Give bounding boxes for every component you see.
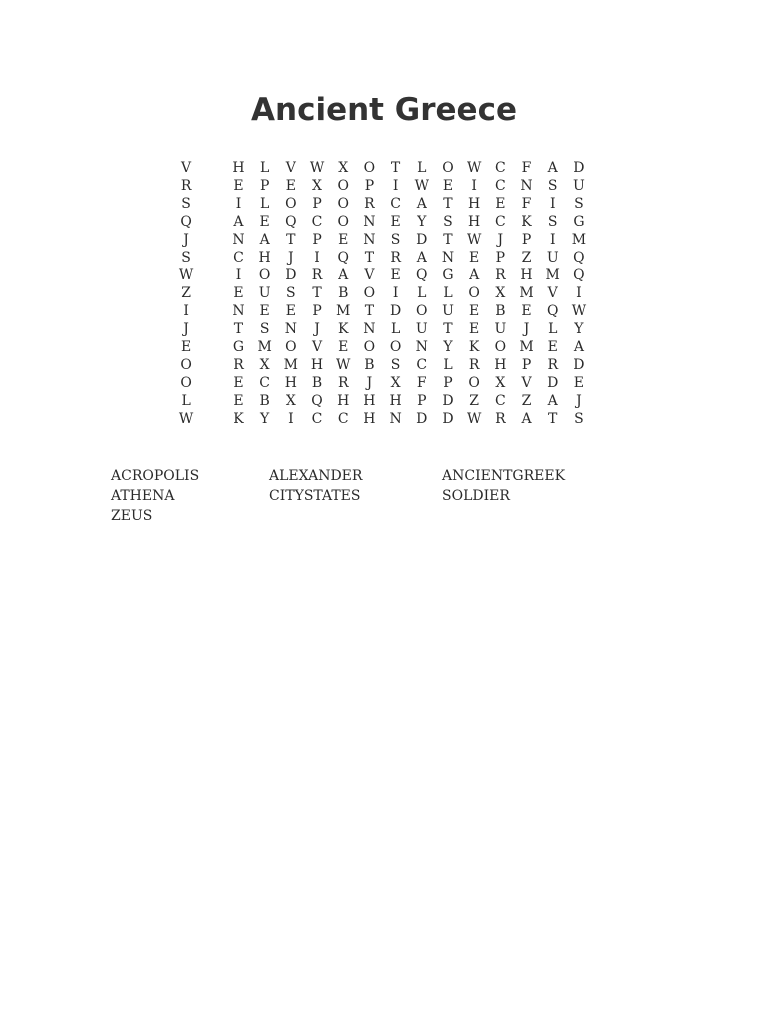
grid-cell: E xyxy=(180,339,192,356)
grid-cell: Z xyxy=(521,249,532,266)
grid-cell: O xyxy=(337,213,349,230)
grid-cell: C xyxy=(494,392,506,409)
grid-cell: W xyxy=(336,356,351,373)
grid-cell: K xyxy=(337,321,349,338)
grid-cell: E xyxy=(547,339,558,356)
grid-cell: Y xyxy=(260,410,270,427)
grid-cell: D xyxy=(573,356,585,373)
grid-cell: Q xyxy=(546,303,559,320)
grid-cell: C xyxy=(311,213,323,230)
grid-cell: H xyxy=(363,392,376,409)
grid-row xyxy=(173,250,592,268)
grid-cell: X xyxy=(495,285,506,302)
grid-row xyxy=(173,160,592,178)
grid-cell xyxy=(199,250,225,268)
grid-cell: S xyxy=(259,321,270,338)
grid-cell: V xyxy=(285,160,296,176)
grid-cell: S xyxy=(574,195,584,212)
grid-cell: H xyxy=(363,410,376,427)
grid-cell: C xyxy=(233,249,244,266)
grid-cell: S xyxy=(547,213,558,230)
grid-cell: A xyxy=(416,195,427,212)
grid-cell: J xyxy=(497,231,504,248)
grid-cell: W xyxy=(466,410,482,427)
grid-cell: K xyxy=(233,410,244,427)
grid-cell: W xyxy=(309,160,325,176)
grid-cell: D xyxy=(442,410,454,427)
grid-cell xyxy=(199,375,225,393)
grid-row xyxy=(173,267,592,285)
grid-cell: R xyxy=(337,374,349,391)
grid-cell: Q xyxy=(180,213,192,230)
grid-cell: Q xyxy=(337,249,349,266)
grid-cell: F xyxy=(521,160,532,176)
grid-cell: P xyxy=(521,231,532,248)
grid-cell: C xyxy=(494,160,506,176)
grid-cell: W xyxy=(178,267,194,284)
grid-cell: Y xyxy=(443,339,453,356)
grid-cell: A xyxy=(416,249,427,266)
grid-cell: S xyxy=(181,195,191,212)
grid-cell xyxy=(199,214,225,232)
grid-cell: M xyxy=(519,339,534,356)
word-list-item: CITYSTATES xyxy=(269,488,361,504)
grid-cell: D xyxy=(416,410,428,427)
grid-cell: Z xyxy=(181,285,191,302)
grid-cell: Y xyxy=(417,213,427,230)
grid-cell: U xyxy=(494,321,507,338)
grid-cell: S xyxy=(286,285,296,302)
grid-cell: M xyxy=(283,356,299,373)
grid-cell: A xyxy=(573,339,584,356)
grid-cell: C xyxy=(259,374,271,391)
grid-row xyxy=(173,321,592,339)
grid-cell: M xyxy=(519,285,534,302)
grid-cell: T xyxy=(286,231,296,248)
grid-cell: W xyxy=(466,231,482,248)
grid-cell: O xyxy=(258,267,271,284)
grid-row xyxy=(173,375,592,393)
grid-cell: W xyxy=(414,177,429,194)
grid-cell: H xyxy=(468,213,481,230)
grid-cell: H xyxy=(389,392,402,409)
grid-cell xyxy=(199,178,225,196)
grid-cell: U xyxy=(415,321,428,338)
grid-cell: W xyxy=(178,410,194,427)
grid-cell: G xyxy=(573,213,585,230)
grid-cell: Q xyxy=(311,392,323,409)
grid-row xyxy=(173,303,592,321)
grid-cell: E xyxy=(442,177,454,194)
grid-cell: O xyxy=(442,160,454,176)
grid-cell: E xyxy=(285,177,296,194)
grid-cell: H xyxy=(284,374,297,391)
grid-cell: E xyxy=(233,374,244,391)
grid-cell: N xyxy=(520,177,533,194)
grid-cell: S xyxy=(547,177,558,194)
grid-cell: X xyxy=(285,392,296,409)
grid-cell: D xyxy=(389,303,402,320)
grid-cell: E xyxy=(521,303,532,320)
grid-cell xyxy=(199,232,225,250)
grid-cell: E xyxy=(259,303,270,320)
grid-cell: R xyxy=(495,267,506,284)
grid-cell: T xyxy=(364,249,375,266)
grid-cell: O xyxy=(468,374,480,391)
word-list-item: SOLDIER xyxy=(442,488,510,504)
grid-cell: O xyxy=(285,195,297,212)
grid-cell: E xyxy=(338,231,349,248)
grid-cell: Q xyxy=(573,249,585,266)
grid-cell: J xyxy=(366,374,373,391)
grid-cell: O xyxy=(494,339,507,356)
grid-cell: O xyxy=(337,177,349,194)
grid-cell xyxy=(199,339,225,357)
grid-cell: O xyxy=(468,285,480,302)
word-list-item: ATHENA xyxy=(111,488,175,504)
grid-cell: R xyxy=(364,195,375,212)
grid-cell xyxy=(199,411,225,429)
grid-cell: U xyxy=(573,177,585,194)
grid-cell: R xyxy=(495,410,506,427)
grid-cell: F xyxy=(521,195,532,212)
grid-cell: P xyxy=(312,303,322,320)
grid-row xyxy=(173,196,592,214)
grid-cell: E xyxy=(233,177,244,194)
grid-cell: I xyxy=(549,231,556,248)
grid-cell: Z xyxy=(521,392,532,409)
grid-cell: E xyxy=(573,374,585,391)
grid-cell: L xyxy=(181,392,191,409)
grid-cell: O xyxy=(180,374,192,391)
grid-cell: M xyxy=(571,231,587,248)
grid-cell: J xyxy=(576,392,582,409)
grid-cell: L xyxy=(390,321,401,338)
grid-cell: M xyxy=(257,339,272,356)
grid-cell: R xyxy=(180,177,192,194)
grid-cell: C xyxy=(311,410,323,427)
grid-cell: H xyxy=(468,195,481,212)
grid-cell: T xyxy=(443,321,453,338)
grid-cell xyxy=(199,285,225,303)
word-list-item: ACROPOLIS xyxy=(111,468,200,484)
grid-cell: X xyxy=(259,356,270,373)
grid-cell: E xyxy=(495,195,506,212)
grid-cell: L xyxy=(548,321,558,338)
grid-cell: H xyxy=(494,356,507,373)
grid-cell: Z xyxy=(469,392,480,409)
grid-cell: O xyxy=(337,195,349,212)
grid-cell: G xyxy=(232,339,245,356)
grid-cell: J xyxy=(183,321,189,338)
grid-cell: V xyxy=(364,267,375,284)
grid-cell: A xyxy=(338,267,349,284)
grid-cell: N xyxy=(232,303,245,320)
grid-cell: C xyxy=(337,410,349,427)
grid-cell xyxy=(199,393,225,411)
grid-row xyxy=(173,411,592,429)
grid-cell: D xyxy=(285,267,297,284)
grid-cell: I xyxy=(235,267,242,284)
grid-cell: S xyxy=(390,231,401,248)
grid-cell: W xyxy=(466,160,482,176)
grid-cell: N xyxy=(363,213,376,230)
grid-row xyxy=(173,357,592,375)
grid-cell: N xyxy=(363,321,376,338)
grid-cell: R xyxy=(390,249,401,266)
word-list-item: ZEUS xyxy=(111,508,153,524)
grid-cell: H xyxy=(310,356,324,373)
grid-cell: P xyxy=(312,231,322,248)
letter-grid xyxy=(173,160,592,429)
grid-cell: E xyxy=(233,392,244,409)
grid-cell: N xyxy=(363,231,376,248)
grid-cell: Q xyxy=(285,213,297,230)
grid-cell: Q xyxy=(573,267,585,284)
grid-cell: A xyxy=(233,213,244,230)
grid-cell: E xyxy=(285,303,296,320)
grid-cell: R xyxy=(233,356,244,373)
grid-cell: T xyxy=(312,285,322,302)
grid-cell xyxy=(199,196,225,214)
grid-cell: J xyxy=(523,321,530,338)
grid-cell: M xyxy=(336,303,351,320)
grid-cell: L xyxy=(443,285,453,302)
grid-cell: N xyxy=(284,321,297,338)
grid-cell: U xyxy=(442,303,454,320)
grid-cell: X xyxy=(312,177,323,194)
grid-cell: D xyxy=(547,374,559,391)
grid-cell: T xyxy=(443,231,453,248)
grid-cell: N xyxy=(441,249,455,266)
grid-cell: L xyxy=(417,160,427,176)
grid-cell: E xyxy=(469,321,480,338)
grid-row xyxy=(173,285,592,303)
grid-cell: H xyxy=(520,267,533,284)
grid-cell: U xyxy=(546,249,559,266)
grid-cell: B xyxy=(364,356,375,373)
grid-cell: V xyxy=(181,160,192,176)
grid-cell: I xyxy=(288,410,294,427)
grid-cell: I xyxy=(183,303,189,320)
grid-cell: P xyxy=(417,392,427,409)
grid-cell: I xyxy=(392,177,399,194)
grid-row xyxy=(173,393,592,411)
grid-cell: P xyxy=(495,249,506,266)
grid-cell: E xyxy=(390,213,401,230)
grid-cell: E xyxy=(469,249,480,266)
grid-cell: B xyxy=(311,374,323,391)
grid-cell: V xyxy=(547,285,558,302)
grid-cell: X xyxy=(338,160,349,176)
grid-cell: S xyxy=(443,213,453,230)
grid-cell: A xyxy=(469,267,480,284)
grid-cell xyxy=(199,160,225,178)
grid-cell: C xyxy=(494,213,506,230)
grid-cell: C xyxy=(494,177,506,194)
grid-cell: V xyxy=(311,339,323,356)
grid-cell xyxy=(199,357,225,375)
grid-cell: K xyxy=(521,213,532,230)
grid-cell: E xyxy=(233,285,244,302)
grid-cell: U xyxy=(258,285,271,302)
grid-cell: I xyxy=(314,249,320,266)
grid-cell: O xyxy=(363,160,376,176)
grid-cell: I xyxy=(576,285,582,302)
grid-cell: P xyxy=(521,356,532,373)
grid-cell: H xyxy=(232,160,245,176)
grid-cell xyxy=(199,321,225,339)
grid-cell: T xyxy=(548,410,558,427)
grid-cell: T xyxy=(364,303,375,320)
grid-cell: I xyxy=(392,285,399,302)
grid-cell: R xyxy=(468,356,480,373)
grid-cell: O xyxy=(416,303,428,320)
grid-cell: X xyxy=(495,374,506,391)
grid-cell: E xyxy=(338,339,349,356)
grid-cell: V xyxy=(521,374,532,391)
grid-cell: Y xyxy=(574,321,584,338)
grid-row xyxy=(173,178,592,196)
grid-cell: L xyxy=(260,160,270,176)
grid-cell: T xyxy=(443,195,453,212)
grid-cell: J xyxy=(288,249,294,266)
grid-cell: D xyxy=(442,392,454,409)
word-list-item: ANCIENTGREEK xyxy=(442,468,566,484)
grid-cell: O xyxy=(389,339,402,356)
grid-cell: E xyxy=(469,303,480,320)
grid-cell: P xyxy=(443,374,453,391)
grid-cell: A xyxy=(259,231,270,248)
page-title: Ancient Greece xyxy=(251,92,517,128)
grid-cell: N xyxy=(415,339,428,356)
grid-cell: R xyxy=(547,356,558,373)
grid-cell: B xyxy=(259,392,270,409)
grid-cell: T xyxy=(390,160,401,176)
grid-cell: F xyxy=(416,374,427,391)
grid-cell: D xyxy=(573,160,585,176)
grid-cell: A xyxy=(547,392,558,409)
grid-cell: L xyxy=(260,195,270,212)
grid-cell: P xyxy=(259,177,270,194)
word-list-item: ALEXANDER xyxy=(269,468,363,484)
grid-cell: I xyxy=(471,177,477,194)
grid-cell: O xyxy=(363,339,376,356)
grid-cell: X xyxy=(390,374,401,391)
grid-cell: K xyxy=(468,339,480,356)
grid-row xyxy=(173,214,592,232)
grid-row xyxy=(173,232,592,250)
grid-cell: S xyxy=(390,356,401,373)
grid-cell: H xyxy=(258,249,271,266)
grid-cell: N xyxy=(389,410,402,427)
grid-cell: L xyxy=(443,356,453,373)
grid-cell: O xyxy=(363,285,376,302)
grid-cell: M xyxy=(545,267,560,284)
grid-cell: S xyxy=(574,410,584,427)
grid-cell: E xyxy=(259,213,270,230)
grid-cell: R xyxy=(311,267,323,284)
grid-cell: A xyxy=(547,160,558,176)
grid-cell: A xyxy=(521,410,532,427)
grid-cell: B xyxy=(338,285,349,302)
grid-cell: E xyxy=(390,267,401,284)
grid-cell: C xyxy=(390,195,401,212)
grid-cell: H xyxy=(337,392,350,409)
grid-cell: S xyxy=(181,249,191,266)
grid-cell: G xyxy=(442,267,454,284)
grid-cell: D xyxy=(416,231,428,248)
grid-cell: B xyxy=(495,303,506,320)
grid-row xyxy=(173,339,592,357)
grid-cell: J xyxy=(314,321,320,338)
grid-cell xyxy=(199,303,225,321)
grid-cell: N xyxy=(232,231,245,248)
grid-cell: I xyxy=(235,195,242,212)
grid-cell: J xyxy=(183,231,189,248)
grid-cell: O xyxy=(180,356,192,373)
grid-cell: L xyxy=(417,285,427,302)
grid-cell: W xyxy=(571,303,587,320)
grid-cell: P xyxy=(312,195,322,212)
grid-cell: T xyxy=(233,321,244,338)
grid-cell: P xyxy=(364,177,375,194)
grid-cell xyxy=(199,267,225,285)
grid-cell: I xyxy=(549,195,556,212)
grid-cell: O xyxy=(285,339,297,356)
grid-cell: C xyxy=(416,356,428,373)
grid-cell: Q xyxy=(416,267,428,284)
